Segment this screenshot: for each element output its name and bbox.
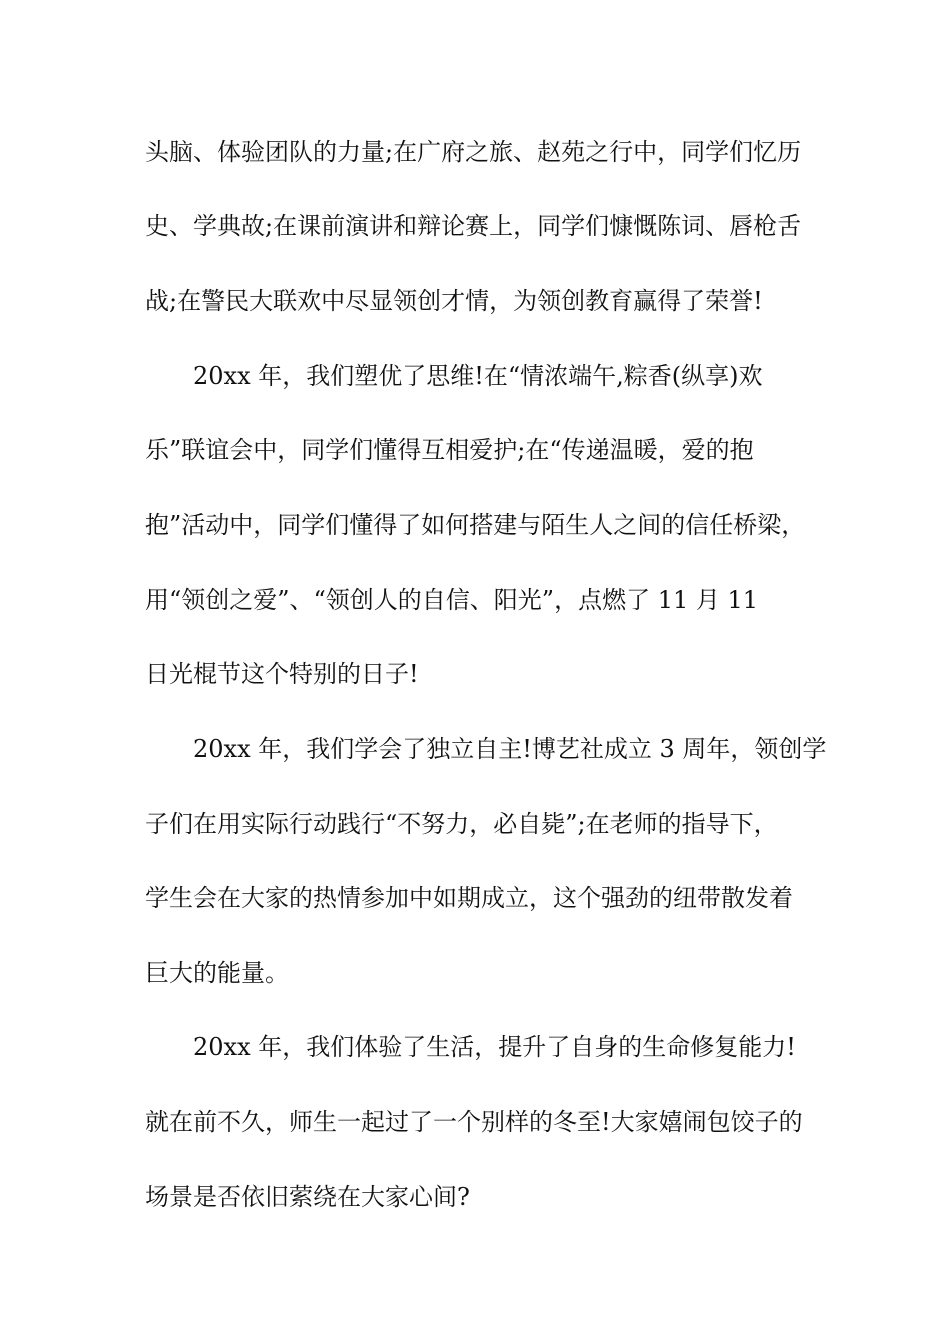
text-line: 就在前不久，师生一起过了一个别样的冬至!大家嬉闹包饺子的: [145, 1108, 803, 1136]
text-line: 战;在警民大联欢中尽显领创才情，为领创教育赢得了荣誉!: [145, 287, 763, 315]
paragraph-first-line: 20xx 年，我们学会了独立自主!博艺社成立 3 周年，领创学: [193, 735, 827, 763]
text-line: 子们在用实际行动践行“不努力，必自毙”;在老师的指导下，: [145, 810, 778, 838]
paragraph-first-line: 20xx 年，我们塑优了思维!在“情浓端午,粽香(纵享)欢: [193, 362, 763, 390]
text-line: 史、学典故;在课前演讲和辩论赛上，同学们慷慨陈词、唇枪舌: [145, 212, 802, 240]
paragraph-first-line: 20xx 年，我们体验了生活，提升了自身的生命修复能力!: [193, 1033, 796, 1061]
text-line: 用“领创之爱”、“领创人的自信、阳光”，点燃了 11 月 11: [145, 586, 759, 614]
text-line: 日光棍节这个特别的日子!: [145, 660, 419, 688]
text-line: 学生会在大家的热情参加中如期成立，这个强劲的纽带散发着: [145, 884, 793, 912]
text-line: 抱”活动中，同学们懂得了如何搭建与陌生人之间的信任桥梁，: [145, 511, 806, 539]
text-line: 乐”联谊会中，同学们懂得互相爱护;在“传递温暖，爱的抱: [145, 436, 754, 464]
text-line: 巨大的能量。: [145, 959, 289, 987]
text-line: 场景是否依旧萦绕在大家心间?: [145, 1183, 470, 1211]
text-line: 头脑、体验团队的力量;在广府之旅、赵苑之行中，同学们忆历: [145, 138, 802, 166]
